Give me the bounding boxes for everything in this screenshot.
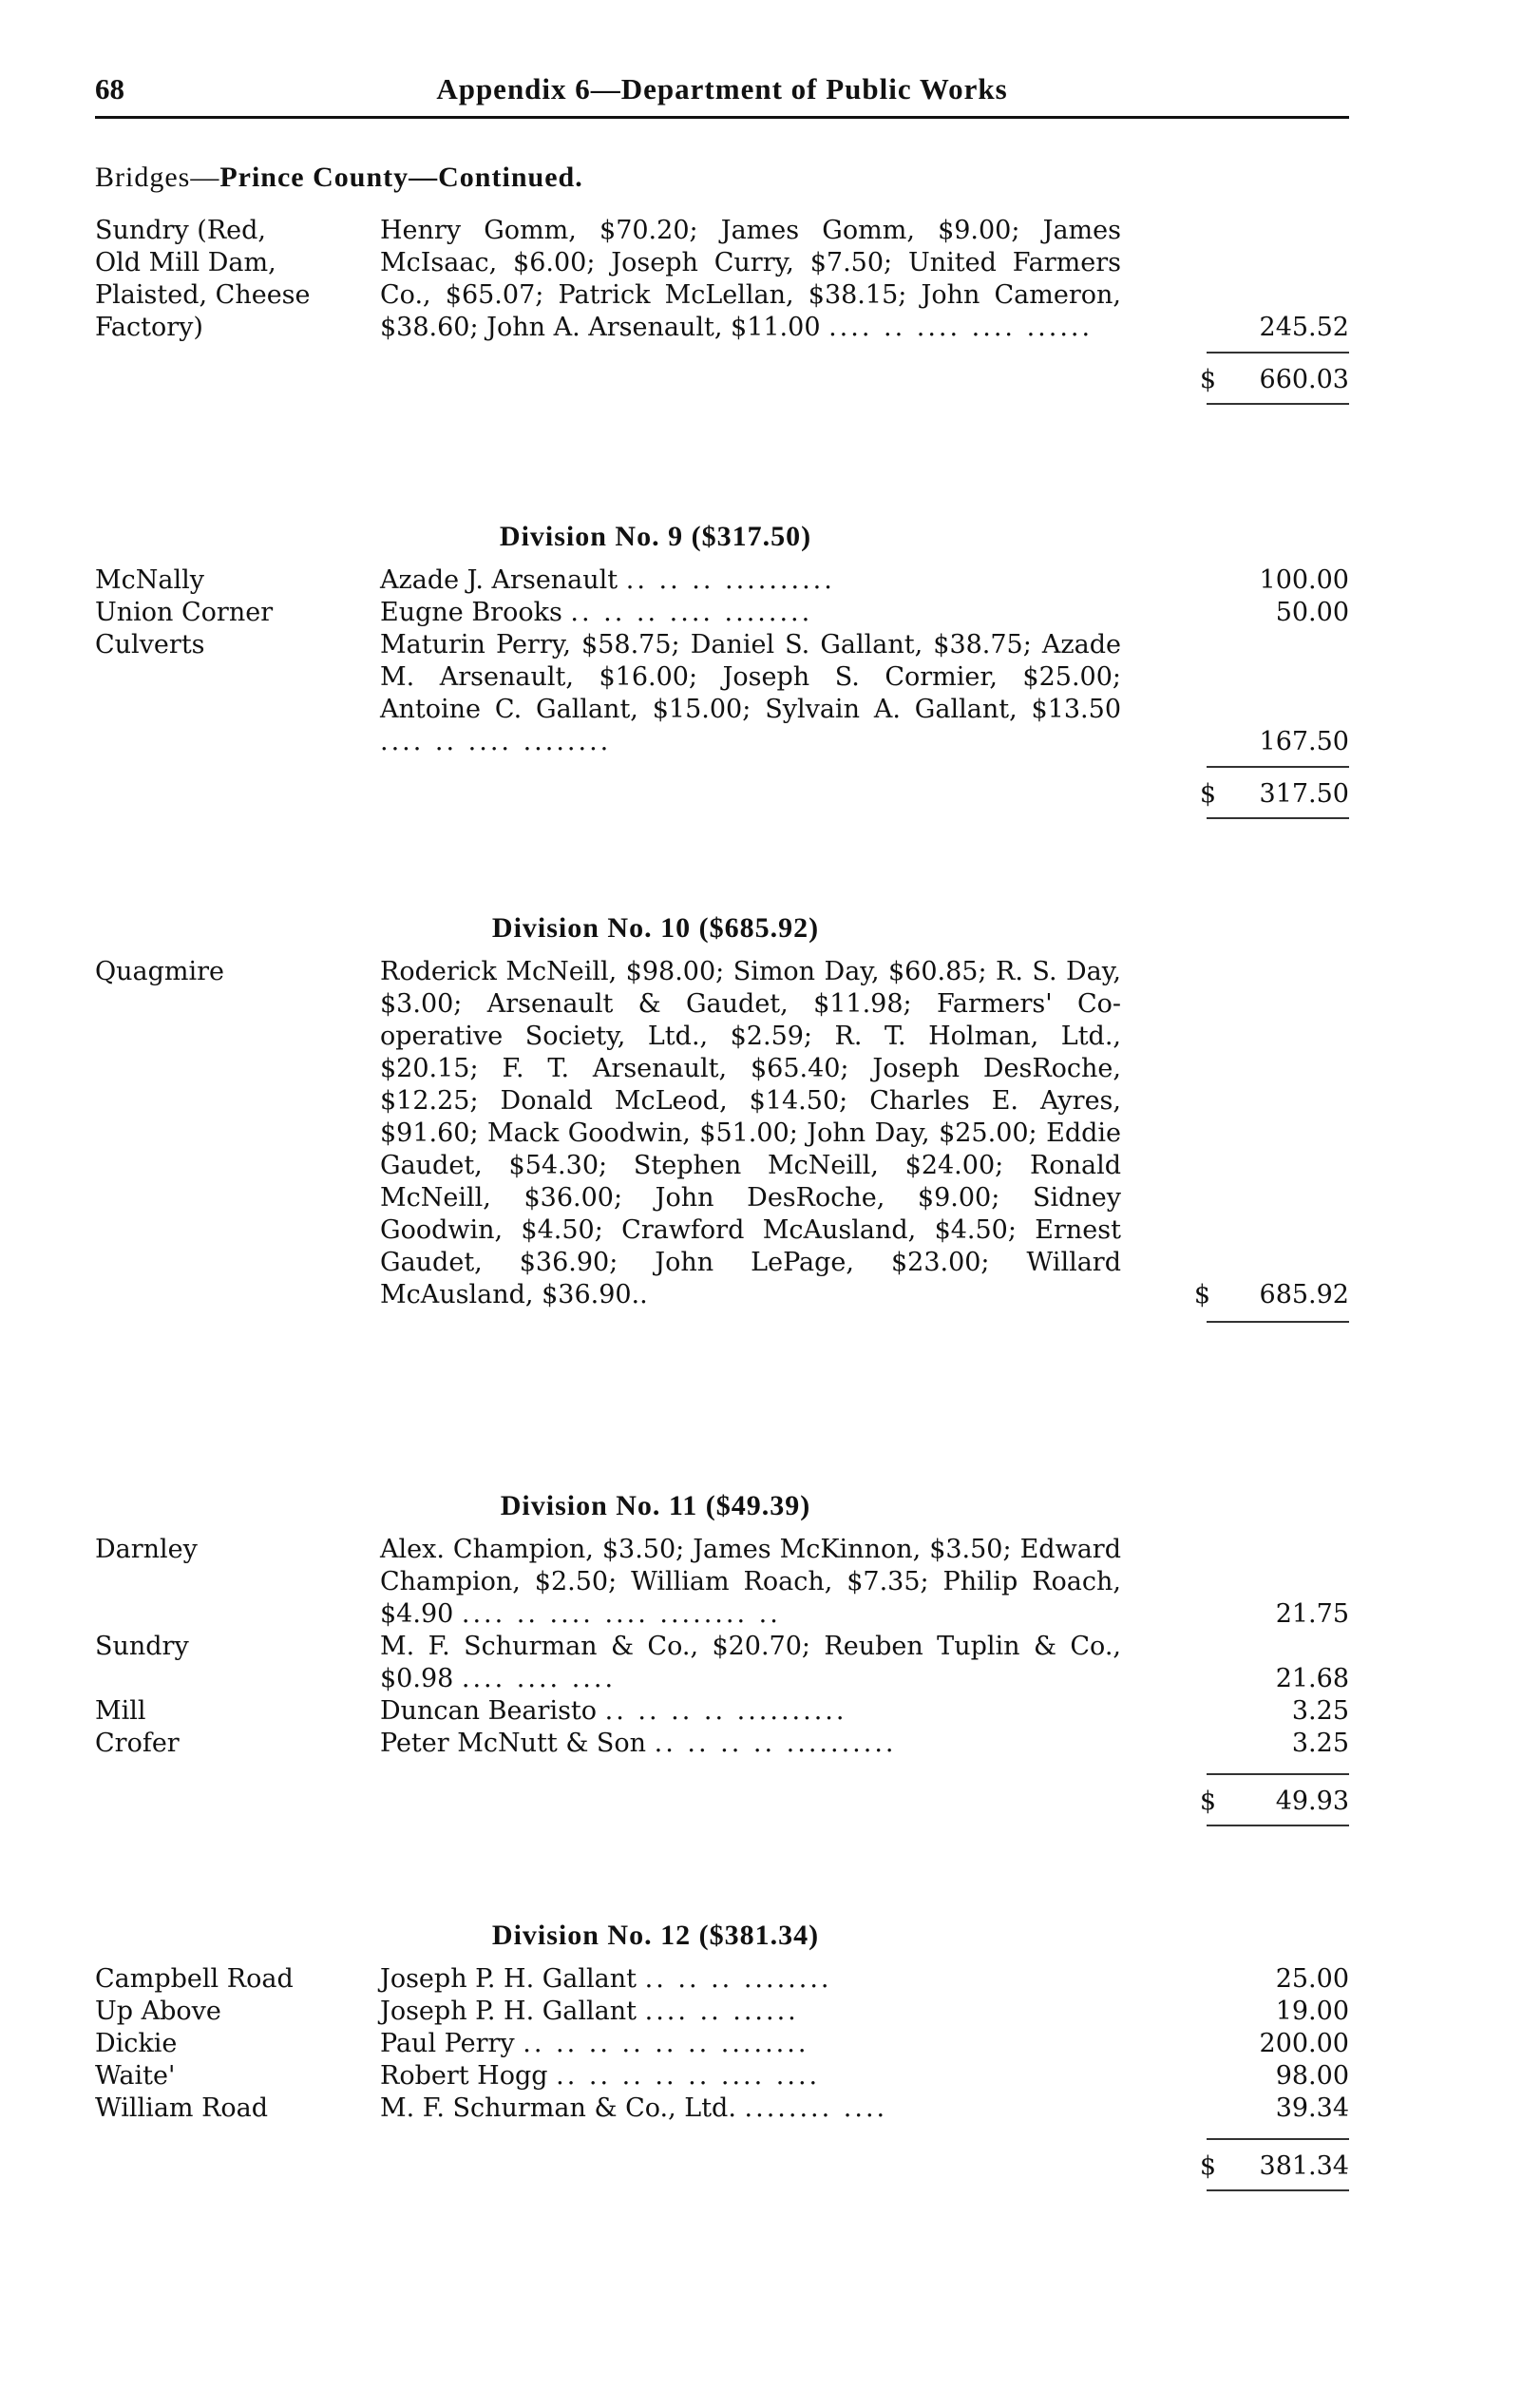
continued-heading <box>95 162 583 194</box>
ledger-entry <box>95 1534 1349 1631</box>
currency-symbol: $ <box>1199 2151 1216 2181</box>
entry-place: Dickie <box>95 2029 178 2058</box>
currency-symbol: $ <box>1199 1787 1216 1816</box>
entry-description: Paul Perry .. .. .. .. .. .. ........ <box>380 2029 809 2058</box>
entry-place: Up Above <box>95 1997 221 2026</box>
entry-description: Peter McNutt & Son .. .. .. .. .......... <box>380 1729 897 1758</box>
ledger-entry <box>95 1996 1349 2028</box>
entry-amount: 21.68 <box>1275 1664 1349 1693</box>
division-heading: Division No. 9 ($317.50) <box>499 521 812 552</box>
section-total <box>95 1311 1349 1330</box>
ledger-entry <box>95 1728 1349 1760</box>
section-total <box>95 1773 1349 1830</box>
currency-symbol: $ <box>1199 779 1216 809</box>
entry-place: Mill <box>95 1696 146 1726</box>
header-rule <box>95 116 1349 119</box>
total-amount: 660.03 <box>1259 365 1349 394</box>
ledger-entry <box>95 1631 1349 1695</box>
entry-amount: 167.50 <box>1259 727 1349 756</box>
entry-description: Joseph P. H. Gallant .. .. .. ........ <box>380 1964 832 1994</box>
entry-description: Azade J. Arsenault .. .. .. .......... <box>380 565 835 595</box>
entry-place: McNally <box>95 565 205 595</box>
total-amount: 381.34 <box>1259 2151 1349 2181</box>
entry-place: Crofer <box>95 1729 180 1758</box>
entry-place: Quagmire <box>95 957 225 986</box>
entry-place: Campbell Road <box>95 1964 294 1994</box>
entry-place: Union Corner <box>95 598 274 627</box>
entry-description: Maturin Perry, $58.75; Daniel S. Gallant, $38.75; Azade M. Arsenault, $16.00; Joseph S. Cormier, $25.00; Antoine C. Gallant, $15.00; Sylvain A. Gallant, $13.50 .... .. .... ........ <box>380 630 1121 756</box>
page-header <box>95 72 1349 114</box>
entry-description: Henry Gomm, $70.20; James Gomm, $9.00; James McIsaac, $6.00; Joseph Curry, $7.50; United Farmers Co., $65.07; Patrick McLellan, $38.15; John Cameron, $38.60; John A. Arsenault, $11.00 .... .. .... .... ...... <box>380 216 1121 342</box>
entry-description: Joseph P. H. Gallant .... .. ...... <box>380 1997 799 2026</box>
entry-description: Alex. Champion, $3.50; James McKinnon, $3.50; Edward Champion, $2.50; William Roach, $7.35; Philip Roach, $4.90 .... .. .... .... ........ .. <box>380 1535 1121 1629</box>
continued-prefix: Bridges— <box>95 162 220 193</box>
ledger-entry <box>95 2093 1349 2125</box>
section-division-11 <box>95 1490 1349 1830</box>
total-rule-bottom <box>1207 403 1349 405</box>
division-heading: Division No. 10 ($685.92) <box>491 912 820 944</box>
entry-amount: 98.00 <box>1275 2061 1349 2091</box>
entry-place: Sundry <box>95 1632 189 1661</box>
ledger-entry <box>95 629 1349 758</box>
entry-amount: 245.52 <box>1259 313 1349 342</box>
page-title: Appendix 6—Department of Public Works <box>436 72 1008 105</box>
section-prince-continued <box>95 215 1349 409</box>
entry-place: Sundry (Red, Old Mill Dam, Plaisted, Cheese Factory) <box>95 216 311 342</box>
ledger-entry <box>95 956 1349 1311</box>
ledger-entry <box>95 2028 1349 2060</box>
entry-description: Eugne Brooks .. .. .. .... ........ <box>380 598 813 627</box>
entry-amount: 19.00 <box>1275 1997 1349 2026</box>
section-total <box>95 766 1349 823</box>
entry-amount: 3.25 <box>1291 1696 1349 1726</box>
division-heading: Division No. 11 ($49.39) <box>500 1490 811 1521</box>
entry-amount: $ 685.92 <box>1193 1280 1349 1309</box>
entry-place: Waite' <box>95 2061 176 2091</box>
entry-amount: 50.00 <box>1275 598 1349 627</box>
section-total <box>95 352 1349 409</box>
entry-amount: 25.00 <box>1275 1964 1349 1994</box>
page-number: 68 <box>95 72 124 105</box>
total-rule <box>1207 352 1349 354</box>
entry-description: M. F. Schurman & Co., $20.70; Reuben Tuplin & Co., $0.98 .... .... .... <box>380 1632 1121 1693</box>
entry-description: Roderick McNeill, $98.00; Simon Day, $60.85; R. S. Day, $3.00; Arsenault & Gaudet, $11.98; Farmers' Co-operative Society, Ltd., $2.59; R. T. Holman, Ltd., $20.15; F. T. Arsenault, $65.40; Joseph DesRoche, $12.25; Donald McLeod, $14.50; Charles E. Ayres, $91.60; Mack Goodwin, $51.00; John Day, $25.00; Eddie Gaudet, $54.30; Stephen McNeill, $24.00; Ronald McNeill, $36.00; John DesRoche, $9.00; Sidney Goodwin, $4.50; Crawford McAusland, $4.50; Ernest Gaudet, $36.90; John LePage, $23.00; Willard McAusland, $36.90.. <box>380 957 1121 1309</box>
ledger-entry <box>95 2060 1349 2093</box>
section-division-12 <box>95 1920 1349 2195</box>
ledger-entry <box>95 1963 1349 1996</box>
section-total <box>95 2138 1349 2195</box>
entry-place: Darnley <box>95 1535 198 1564</box>
entry-place: William Road <box>95 2093 269 2123</box>
division-heading: Division No. 12 ($381.34) <box>491 1920 820 1951</box>
total-amount: 317.50 <box>1259 779 1349 809</box>
ledger-entry <box>95 215 1349 344</box>
entry-description: Duncan Bearisto .. .. .. .. .......... <box>380 1696 847 1726</box>
ledger-entry <box>95 597 1349 629</box>
ledger-entry <box>95 564 1349 597</box>
entry-amount: 21.75 <box>1275 1599 1349 1629</box>
currency-symbol: $ <box>1199 365 1216 394</box>
entry-description: M. F. Schurman & Co., Ltd. ........ .... <box>380 2093 888 2123</box>
entry-description: Robert Hogg .. .. .. .. .. .... .... <box>380 2061 821 2091</box>
entry-amount: 39.34 <box>1275 2093 1349 2123</box>
entry-amount: 200.00 <box>1259 2029 1349 2058</box>
continued-title: Prince County—Continued. <box>219 162 583 193</box>
total-amount: 49.93 <box>1275 1787 1349 1816</box>
entry-place: Culverts <box>95 630 205 659</box>
entry-amount: 100.00 <box>1259 565 1349 595</box>
entry-amount: 3.25 <box>1291 1729 1349 1758</box>
section-division-10 <box>95 912 1349 1330</box>
ledger-entry <box>95 1695 1349 1728</box>
section-division-9 <box>95 521 1349 823</box>
